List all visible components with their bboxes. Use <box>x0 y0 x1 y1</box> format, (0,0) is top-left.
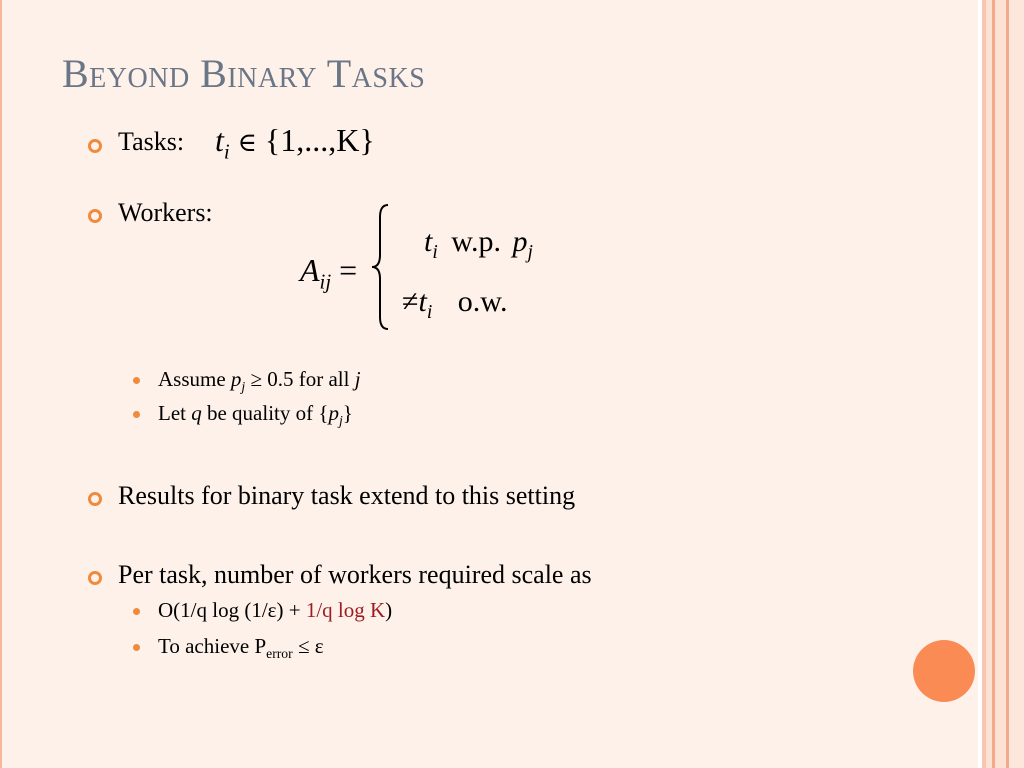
bullet-workers <box>118 198 213 228</box>
math-sub: j <box>241 379 246 395</box>
bullet-results <box>118 481 575 511</box>
math-sub: j <box>338 413 343 429</box>
math-var: t <box>424 225 433 258</box>
bullet-per-task <box>118 560 592 590</box>
decorative-stripe <box>995 0 1006 768</box>
sub-bullet-let-q <box>158 401 353 429</box>
tasks-formula <box>215 122 375 164</box>
math-var: p <box>512 225 528 258</box>
decorative-stripe <box>1009 0 1024 768</box>
text-sub: error <box>266 646 293 662</box>
math-sub: ij <box>319 270 332 294</box>
formula-case2 <box>402 285 507 324</box>
math-var: q <box>191 401 202 425</box>
bullet-ring-icon <box>88 139 102 153</box>
sub-bullet-dot-icon <box>133 411 140 418</box>
math-var: t <box>215 122 224 158</box>
formula-case1 <box>424 225 533 264</box>
bullet-ring-icon <box>88 571 102 585</box>
text: To achieve P <box>158 634 267 658</box>
slide-title: Beyond Binary Tasks <box>62 51 426 96</box>
sub-bullet-achieve <box>158 634 324 662</box>
math-var: p <box>328 401 339 425</box>
math-sub: i <box>432 242 438 263</box>
bullet-ring-icon <box>88 209 102 223</box>
text: } <box>342 401 353 425</box>
sub-bullet-assume <box>158 367 361 395</box>
bullet-label: Tasks: <box>118 127 185 156</box>
math-set: {1,...,K} <box>264 122 375 158</box>
text: ) <box>385 598 393 622</box>
text: Let <box>158 401 192 425</box>
math-sub: i <box>426 302 433 323</box>
text: be quality of { <box>201 401 329 425</box>
bullet-ring-icon <box>88 492 102 506</box>
sub-bullet-dot-icon <box>133 644 140 651</box>
decorative-circle <box>913 640 975 702</box>
left-brace-icon <box>370 203 392 331</box>
bullet-tasks <box>118 127 184 157</box>
math-var: p <box>230 367 242 391</box>
formula-lhs <box>300 252 357 294</box>
sub-bullet-big-o <box>158 598 392 623</box>
math-eq: = <box>339 252 358 288</box>
sub-bullet-dot-icon <box>133 377 140 384</box>
text: O(1/q log (1/ε) + <box>158 598 306 622</box>
math-sub: j <box>527 242 533 263</box>
math-sub: i <box>223 140 230 164</box>
text: ≤ ε <box>292 634 324 658</box>
math-text: o.w. <box>457 285 508 318</box>
math-neq: ≠ <box>402 285 419 318</box>
text: Assume <box>158 367 231 391</box>
math-var: A <box>300 252 320 288</box>
math-rel: ∈ <box>237 128 257 157</box>
sub-bullet-dot-icon <box>133 608 140 615</box>
text: ≥ 0.5 for all <box>245 367 355 391</box>
math-var: t <box>418 285 427 318</box>
math-text: w.p. <box>451 225 501 258</box>
bullet-label: Workers: <box>118 198 213 227</box>
bullet-label: Per task, number of workers required scale as <box>118 560 592 589</box>
highlighted-text: 1/q log K <box>305 598 386 622</box>
bullet-label: Results for binary task extend to this setting <box>118 481 576 510</box>
math-var: j <box>354 367 361 391</box>
